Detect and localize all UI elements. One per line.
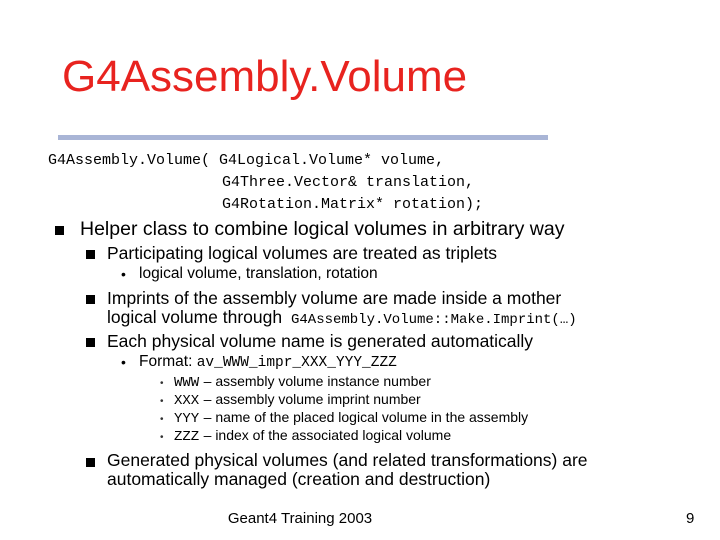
bullet-imprints-line1: Imprints of the assembly volume are made inside a mother bbox=[107, 288, 562, 308]
bullet-small-dot-icon: • bbox=[160, 378, 164, 389]
bullet-format bbox=[139, 353, 397, 371]
format-item-code: ZZZ bbox=[173, 429, 200, 445]
format-item-text: – assembly volume imprint number bbox=[203, 391, 421, 407]
format-label: Format: bbox=[139, 353, 193, 370]
signature-line-3: G4Rotation.Matrix* rotation); bbox=[222, 196, 484, 213]
footer-text: Geant4 Training 2003 bbox=[227, 510, 373, 527]
bullet-square-icon bbox=[86, 295, 95, 304]
format-item-code: YYY bbox=[173, 411, 200, 427]
bullet-small-dot-icon: • bbox=[160, 432, 164, 443]
format-item-xxx bbox=[160, 391, 421, 409]
page-number: 9 bbox=[686, 510, 695, 527]
format-item-code: WWW bbox=[173, 375, 200, 391]
format-item-code: XXX bbox=[173, 393, 200, 409]
imprints-code: G4Assembly.Volume::Make.Imprint(…) bbox=[290, 312, 577, 328]
bullet-small-dot-icon: • bbox=[160, 414, 164, 425]
signature-line-2: G4Three.Vector& translation, bbox=[222, 174, 475, 191]
bullet-small-dot-icon: • bbox=[160, 396, 164, 407]
bullet-generated-line1: Generated physical volumes (and related transformations) are bbox=[107, 450, 588, 470]
imprints-text: logical volume through bbox=[107, 307, 283, 327]
format-item-text: – assembly volume instance number bbox=[203, 373, 431, 389]
title-divider bbox=[58, 135, 548, 140]
format-code: av_WWW_impr_XXX_YYY_ZZZ bbox=[196, 355, 397, 371]
bullet-imprints-line2 bbox=[107, 308, 577, 330]
format-item-text: – name of the placed logical volume in the assembly bbox=[203, 409, 529, 425]
format-item-text: – index of the associated logical volume bbox=[203, 427, 452, 443]
bullet-dot-icon: • bbox=[121, 354, 126, 370]
bullet-dot-icon: • bbox=[121, 266, 126, 282]
bullet-square-icon bbox=[86, 250, 95, 259]
bullet-square-icon bbox=[86, 338, 95, 347]
format-item-yyy bbox=[160, 409, 528, 427]
bullet-participating: Participating logical volumes are treated as triplets bbox=[107, 243, 498, 263]
bullet-each-physical: Each physical volume name is generated automatically bbox=[107, 331, 534, 351]
format-item-www bbox=[160, 373, 431, 391]
bullet-triplet: logical volume, translation, rotation bbox=[139, 265, 378, 282]
format-item-zzz bbox=[160, 427, 451, 445]
bullet-square-icon bbox=[55, 226, 64, 235]
bullet-generated-line2: automatically managed (creation and destruction) bbox=[107, 469, 491, 489]
bullet-square-icon bbox=[86, 458, 95, 467]
slide-title: G4Assembly.Volume bbox=[62, 52, 468, 101]
bullet-main: Helper class to combine logical volumes in arbitrary way bbox=[80, 218, 565, 240]
signature-line-1: G4Assembly.Volume( G4Logical.Volume* volume, bbox=[48, 152, 445, 169]
